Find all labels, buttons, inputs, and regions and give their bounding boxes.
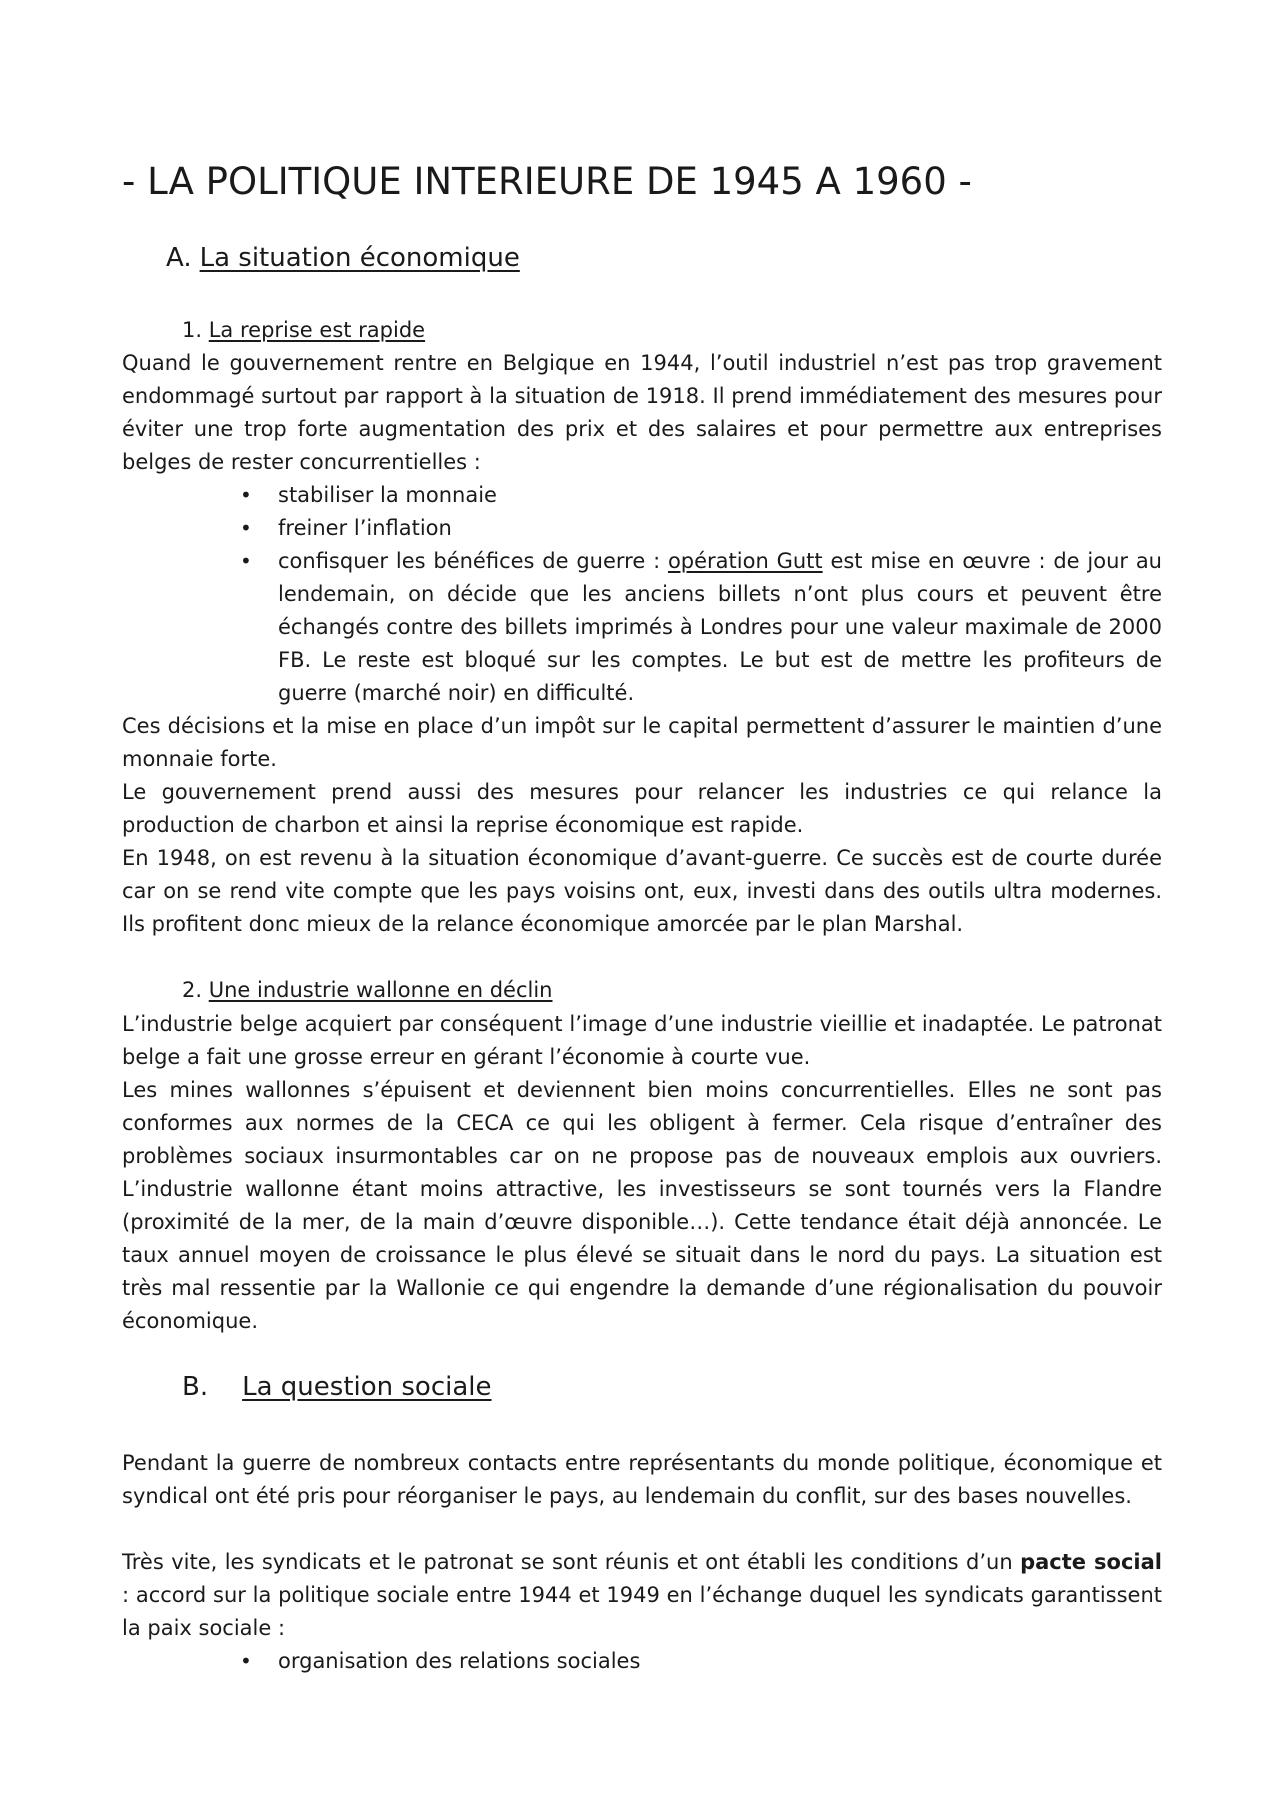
- social-list: [240, 1645, 1162, 1678]
- pacte-text-post: : accord sur la politique sociale entre 1944 et 1949 en l’échange duquel les syndicats garantissent la paix sociale :: [122, 1583, 1162, 1640]
- measures-list: [240, 479, 1162, 710]
- list-item-text-pre: confisquer les bénéfices de guerre :: [278, 549, 668, 573]
- subsection-2-title: Une industrie wallonne en déclin: [208, 978, 553, 1002]
- subsection-1-title: La reprise est rapide: [208, 318, 426, 342]
- bullet-icon: •: [240, 483, 252, 507]
- pacte-text-pre: Très vite, les syndicats et le patronat se sont réunis et ont établi les conditions d’un: [122, 1550, 1021, 1574]
- paragraph-relance: Le gouvernement prend aussi des mesures pour relancer les industries ce qui relance la production de charbon et ainsi la reprise économique est rapide.: [122, 780, 1162, 837]
- paragraph-reprise-intro: Quand le gouvernement rentre en Belgique en 1944, l’outil industriel n’est pas trop gravement endommagé surtout par rapport à la situation de 1918. Il prend immédiatement des mesures pour éviter une trop forte augmentation des prix et des salaires et pour permettre aux entreprises belges de rester concurrentielles :: [122, 351, 1162, 474]
- paragraph-industrie-belge: L’industrie belge acquiert par conséquent l’image d’une industrie vieillie et inadaptée. Le patronat belge a fait une grosse erreur en gérant l’économie à courte vue.: [122, 1012, 1162, 1069]
- paragraph-decisions: Ces décisions et la mise en place d’un impôt sur le capital permettent d’assurer le maintien d’une monnaie forte.: [122, 714, 1162, 771]
- operation-gutt-term: opération Gutt: [667, 549, 823, 573]
- bullet-icon: •: [240, 516, 252, 540]
- subsection-1-number: 1.: [182, 318, 203, 342]
- pacte-social-term: pacte social: [1020, 1550, 1162, 1574]
- list-item: [240, 545, 1162, 710]
- section-b-title: La question sociale: [242, 1372, 492, 1402]
- list-item-text-post: est mise en œuvre : de jour au lendemain, on décide que les anciens billets n’ont plus cours et peuvent être échangés contre des billets imprimés à Londres pour une valeur maximale de 2000 FB. Le reste est bloqué sur les comptes. Le but est de mettre les profiteurs de guerre (marché noir) en difficulté.: [278, 549, 1162, 705]
- section-b-heading: [182, 1372, 492, 1402]
- bullet-icon: •: [240, 1649, 252, 1673]
- subsection-1-heading: [182, 318, 425, 342]
- bullet-icon: •: [240, 549, 252, 573]
- section-b-number: B.: [182, 1372, 209, 1402]
- paragraph-mines-wallonnes: Les mines wallonnes s’épuisent et deviennent bien moins concurrentielles. Elles ne sont pas conformes aux normes de la CECA ce qui les obligent à fermer. Cela risque d’entraîner des problèmes sociaux insurmontables car on ne propose pas de nouveaux emplois aux ouvriers. L’industrie wallonne étant moins attractive, les investisseurs se sont tournés vers la Flandre (proximité de la mer, de la main d’œuvre disponible…). Cette tendance était déjà annoncée. Le taux annuel moyen de croissance le plus élevé se situait dans le nord du pays. La situation est très mal ressentie par la Wallonie ce qui engendre la demande d’une régionalisation du pouvoir économique.: [122, 1078, 1162, 1333]
- section-a-number: A.: [166, 243, 192, 273]
- list-item-text: freiner l’inflation: [278, 516, 452, 540]
- list-item-text: organisation des relations sociales: [278, 1649, 641, 1673]
- section-a-heading: [166, 243, 520, 273]
- list-item: [240, 512, 1162, 545]
- page-title: - LA POLITIQUE INTERIEURE DE 1945 A 1960 -: [122, 160, 972, 203]
- section-a-title: La situation économique: [199, 243, 520, 273]
- list-item-text: stabiliser la monnaie: [278, 483, 497, 507]
- paragraph-1948: En 1948, on est revenu à la situation économique d’avant-guerre. Ce succès est de courte durée car on se rend vite compte que les pays voisins ont, eux, investi dans des outils ultra modernes. Ils profitent donc mieux de la relance économique amorcée par le plan Marshal.: [122, 846, 1162, 936]
- subsection-2-heading: [182, 978, 553, 1002]
- paragraph-contacts-guerre: Pendant la guerre de nombreux contacts entre représentants du monde politique, économique et syndical ont été pris pour réorganiser le pays, au lendemain du conflit, sur des bases nouvelles.: [122, 1451, 1162, 1508]
- paragraph-pacte-social: [122, 1546, 1162, 1645]
- list-item: [240, 1645, 1162, 1678]
- list-item: [240, 479, 1162, 512]
- subsection-2-number: 2.: [182, 978, 203, 1002]
